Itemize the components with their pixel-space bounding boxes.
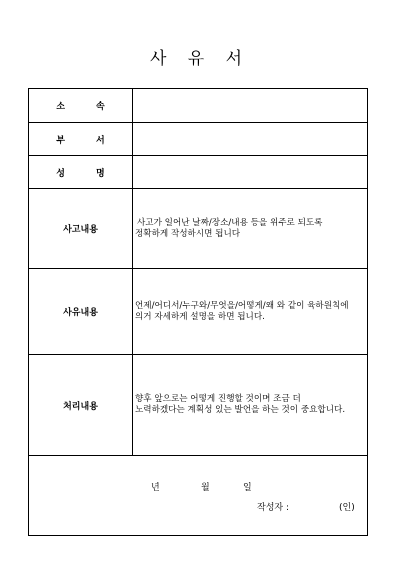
division-label: 부 서 [29, 123, 133, 155]
incident-row [29, 189, 367, 269]
action-guide-text: 향후 앞으로는 어떻게 진행할 것이며 조금 더 노력하겠다는 계획성 있는 발언을 하는 것이 중요합니다. [135, 394, 346, 415]
author-label: 작성자 : [257, 503, 289, 513]
department-row [29, 89, 367, 123]
incident-guide-text: 사고가 일어난 날짜/장소/내용 등을 위주로 되도록 정확하게 작성하시면 됩니다 [135, 217, 323, 239]
day-label: 일 [243, 483, 252, 493]
division-field[interactable] [133, 123, 367, 155]
reason-field[interactable] [133, 269, 367, 354]
department-field[interactable] [133, 89, 367, 122]
action-row [29, 355, 367, 456]
department-label: 소 속 [29, 89, 133, 122]
seal-label: (인) [339, 503, 355, 513]
incident-label: 사고내용 [29, 189, 133, 268]
year-label: 년 [151, 483, 160, 493]
reason-label: 사유내용 [29, 269, 133, 354]
month-label: 월 [201, 483, 210, 493]
action-label: 처리내용 [29, 355, 133, 455]
name-field[interactable] [133, 156, 367, 188]
reason-row [29, 269, 367, 355]
reason-guide-text: 언제/어디서/누구와/무엇을/어떻게/왜 와 같이 육하원칙에 의거 자세하게 설명을 하면 됩니다. [135, 300, 349, 322]
reason-form-table [28, 88, 368, 536]
signature-section [29, 456, 367, 535]
action-field[interactable] [133, 355, 367, 455]
name-row [29, 156, 367, 189]
name-label: 성 명 [29, 156, 133, 188]
division-row [29, 123, 367, 156]
incident-field[interactable] [133, 189, 367, 268]
page-title: 사 유 서 [149, 49, 251, 69]
